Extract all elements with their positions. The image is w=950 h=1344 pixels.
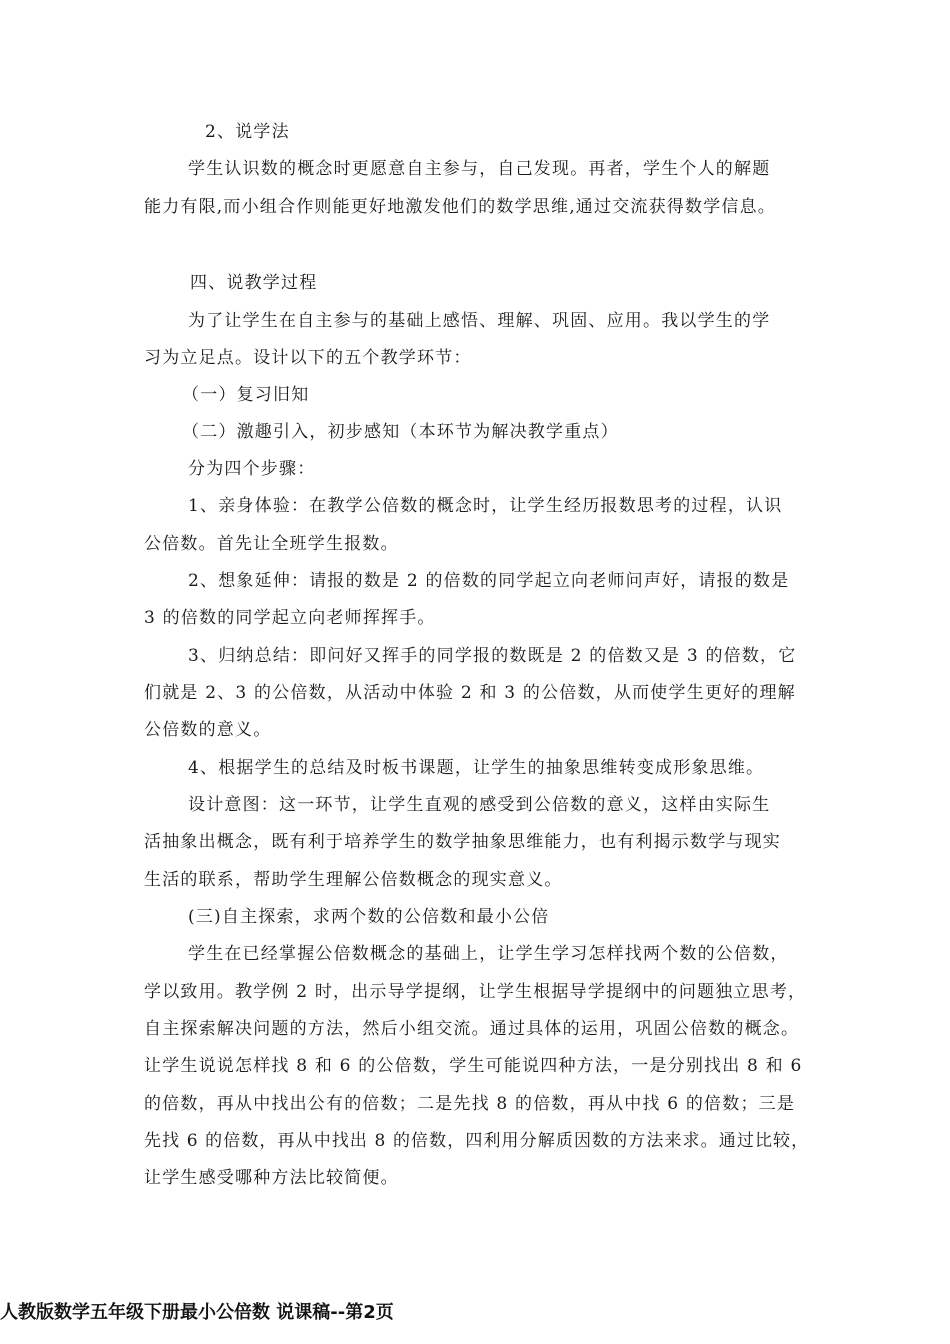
paragraph-line: 自主探索解决问题的方法，然后小组交流。通过具体的运用，巩固公倍数的概念。	[144, 1019, 800, 1039]
paragraph-line: 公倍数。首先让全班学生报数。	[144, 534, 399, 554]
section-heading: 2、说学法	[205, 122, 290, 142]
paragraph-line: 学以致用。教学例 2 时，出示导学提纲，让学生根据导学提纲中的问题独立思考，	[144, 982, 807, 1002]
paragraph-line: 设计意图：这一环节，让学生直观的感受到公倍数的意义，这样由实际生	[188, 795, 771, 815]
paragraph-line: 3 的倍数的同学起立向老师挥挥手。	[144, 608, 436, 628]
paragraph-line: 学生认识数的概念时更愿意自主参与，自己发现。再者，学生个人的解题	[188, 159, 771, 179]
paragraph-line: 学生在已经掌握公倍数概念的基础上，让学生学习怎样找两个数的公倍数，	[188, 944, 789, 964]
paragraph-line: 生活的联系，帮助学生理解公倍数概念的现实意义。	[144, 870, 563, 890]
paragraph-line: 让学生说说怎样找 8 和 6 的公倍数，学生可能说四种方法，一是分别找出 8 和 6	[144, 1056, 803, 1076]
paragraph-line: 先找 6 的倍数，再从中找出 8 的倍数，四利用分解质因数的方法来求。通过比较，	[144, 1131, 810, 1151]
paragraph-line: 2、想象延伸：请报的数是 2 的倍数的同学起立向老师问声好，请报的数是	[188, 571, 790, 591]
paragraph-line: 们就是 2、3 的公倍数，从活动中体验 2 和 3 的公倍数，从而使学生更好的理解	[144, 683, 796, 703]
paragraph-line: （二）激趣引入，初步感知（本环节为解决教学重点）	[182, 422, 619, 442]
paragraph-line: 3、归纳总结：即问好又挥手的同学报的数既是 2 的倍数又是 3 的倍数，它	[188, 646, 797, 666]
page-footer: 人教版数学五年级下册最小公倍数 说课稿--第2页	[0, 1302, 394, 1323]
paragraph-line: 分为四个步骤：	[188, 459, 316, 479]
section-heading: 四、说教学过程	[190, 273, 318, 293]
paragraph-line: 为了让学生在自主参与的基础上感悟、理解、巩固、应用。我以学生的学	[188, 311, 771, 331]
paragraph-line: 习为立足点。设计以下的五个教学环节：	[144, 348, 472, 368]
paragraph-line: 活抽象出概念，既有利于培养学生的数学抽象思维能力，也有利揭示数学与现实	[144, 832, 781, 852]
paragraph-line: 公倍数的意义。	[144, 720, 272, 740]
paragraph-line: (三)自主探索，求两个数的公倍数和最小公倍	[188, 907, 550, 927]
paragraph-line: 能力有限,而小组合作则能更好地激发他们的数学思维,通过交流获得数学信息。	[144, 197, 777, 217]
paragraph-line: 让学生感受哪种方法比较简便。	[144, 1168, 399, 1188]
paragraph-line: 的倍数，再从中找出公有的倍数；二是先找 8 的倍数，再从中找 6 的倍数；三是	[144, 1094, 796, 1114]
paragraph-line: 1、亲身体验：在教学公倍数的概念时，让学生经历报数思考的过程，认识	[188, 496, 783, 516]
paragraph-line: （一）复习旧知	[182, 385, 310, 405]
paragraph-line: 4、根据学生的总结及时板书课题，让学生的抽象思维转变成形象思维。	[188, 758, 765, 778]
